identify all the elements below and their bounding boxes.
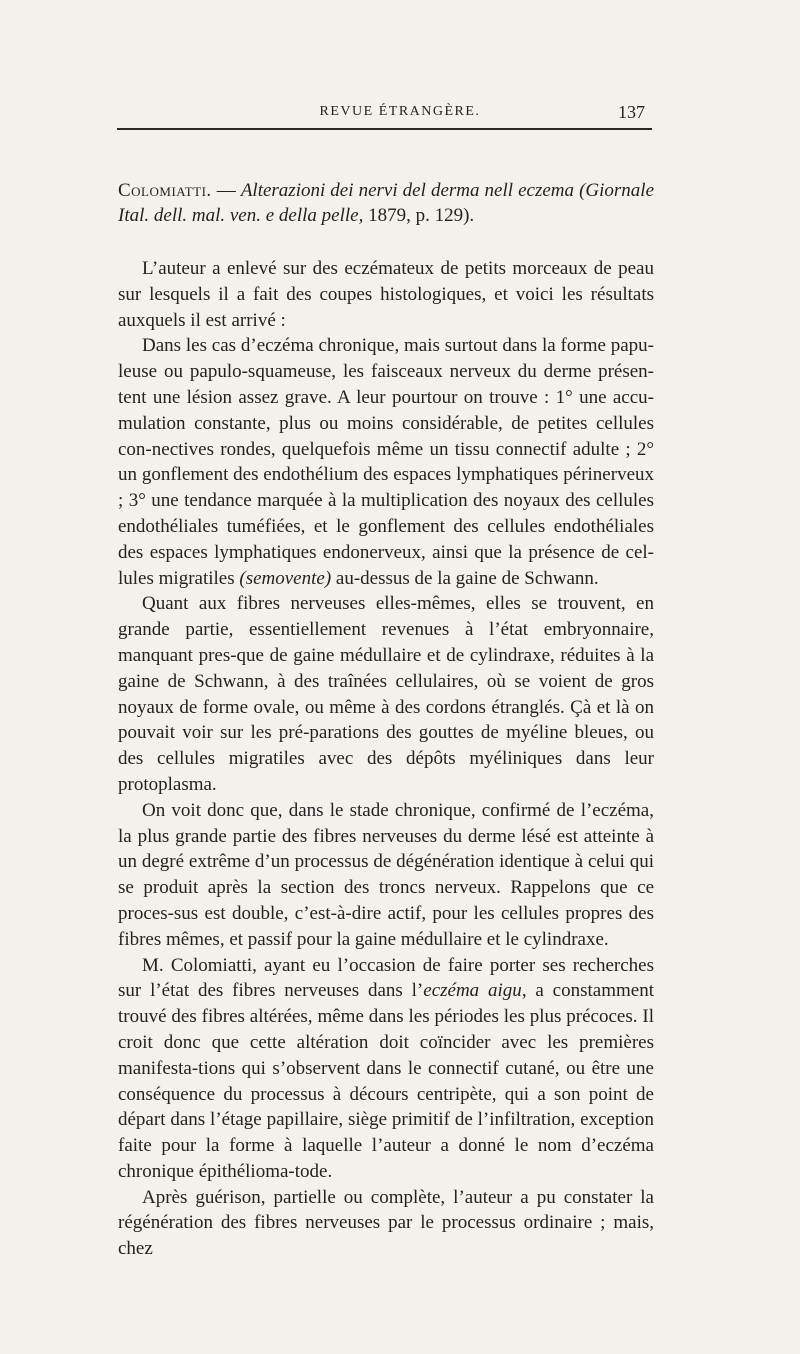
paragraph-text: Après guérison, partielle ou complète, l’auteur a pu constater la régénération des fibres nerveuses par le processus ordinaire ; mais, chez bbox=[118, 1186, 654, 1260]
paragraph-text-after: , a constamment trouvé des fibres altérées, même dans les périodes les plus précoces. Il croit donc que cette altération doit coïncider avec les premières manifesta-tions qui s’observent dans le connectif cutané, ou être une conséquence du processus à décours centripète, qui a son point de départ dans l’étage papillaire, siège primitif de l’infiltration, exception faite pour la forme à laquelle l’auteur a donné le nom d’eczéma chronique épithélioma-tode. bbox=[118, 980, 654, 1182]
running-head bbox=[0, 104, 800, 128]
citation bbox=[118, 178, 654, 228]
running-title: REVUE ÉTRANGÈRE. bbox=[319, 104, 481, 119]
citation-author: Colomiatti. bbox=[118, 180, 212, 201]
paragraph-text-after: au-dessus de la gaine de Schwann. bbox=[331, 567, 599, 589]
paragraph bbox=[118, 333, 654, 591]
paragraph-text: Dans les cas d’eczéma chronique, mais surtout dans la forme papu-leuse ou papulo-squameuse, les faisceaux nerveux du derme présen-tent une lésion assez grave. A leur pourtour on trouve : 1° une accu-mulation constante, plus ou moins considérable, de petites cellules con-nectives rondes, quelquefois même un tissu connectif adulte ; 2° un gonflement des endothélium des espaces lymphatiques périnerveux ; 3° une tendance marquée à la multiplication des noyaux des cellules endothéliales tuméfiées, et le gonflement des cellules endothéliales des espaces lymphatiques endonerveux, ainsi que la présence de cel-lules migratiles bbox=[118, 335, 654, 589]
paragraph bbox=[118, 953, 654, 1185]
paragraph-text: Quant aux fibres nerveuses elles-mêmes, elles se trouvent, en grande partie, essentiellement revenues à l’état embryonnaire, manquant pres-que de gaine médullaire et de cylindraxe, réduites à la gaine de Schwann, à des traînées cellulaires, où se voient de gros noyaux de forme ovale, ou même à des cordons étranglés. Çà et là on pouvait voir sur les pré-parations des gouttes de myéline bleues, ou des cellules migratiles avec des dépôts myéliniques dans leur protoplasma. bbox=[118, 593, 654, 795]
page-number: 137 bbox=[618, 102, 645, 122]
paragraph bbox=[118, 1185, 654, 1262]
paragraph-text: L’auteur a enlevé sur des eczémateux de petits morceaux de peau sur lesquels il a fait des coupes histologiques, et voici les résultats auxquels il est arrivé : bbox=[118, 258, 654, 331]
citation-dash: — bbox=[211, 180, 241, 201]
paragraph bbox=[118, 256, 654, 333]
citation-title: Alterazioni dei nervi del derma nell eczema bbox=[240, 180, 575, 201]
article-body bbox=[118, 178, 654, 1262]
paragraph-text: M. Colomiatti, ayant eu l’occasion de faire porter ses recherches sur l’état des fibres nerveuses dans l’ bbox=[118, 954, 654, 1002]
paragraph bbox=[118, 591, 654, 797]
header-rule bbox=[117, 128, 652, 130]
paragraph-italic: (semovente) bbox=[239, 567, 332, 589]
paragraph bbox=[118, 798, 654, 953]
paragraph-italic: eczéma aigu bbox=[423, 980, 522, 1002]
citation-details: 1879, p. 129). bbox=[363, 205, 475, 226]
paragraph-text: On voit donc que, dans le stade chronique, confirmé de l’eczéma, la plus grande partie des fibres nerveuses du derme lésé est atteinte à un degré extrême d’un processus de dégénération identique à celui qui se produit après la section des troncs nerveux. Rappelons que ce proces-sus est double, c’est-à-dire actif, pour les cellules propres des fibres mêmes, et passif pour la gaine médullaire et le cylindraxe. bbox=[118, 799, 654, 950]
citation-journal: (Giornale Ital. dell. mal. ven. e della pelle, bbox=[118, 180, 655, 226]
